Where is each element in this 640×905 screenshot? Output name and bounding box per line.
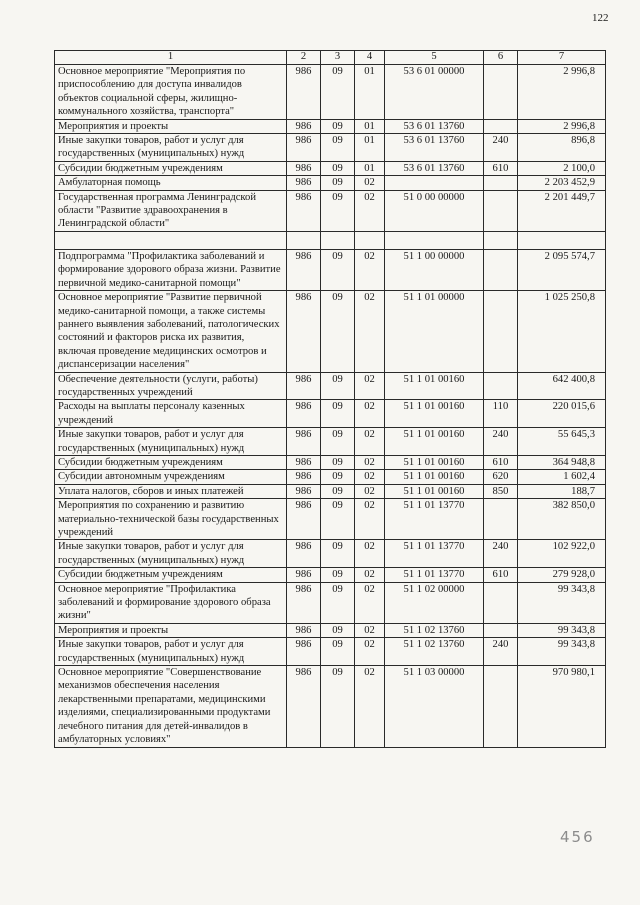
row-name-cell: Основное мероприятие "Совершенствование механизмов обеспечения населения лекарственными препаратами, медицинскими изделиями, специализированными продуктами лечебного питания для детей-инвалидов в амбулаторных условиях" (55, 666, 287, 747)
table-row (55, 666, 606, 747)
subsection-code-cell: 01 (355, 65, 385, 120)
section-code-cell: 09 (321, 428, 355, 456)
amount-cell: 99 343,8 (518, 582, 606, 623)
target-article-cell: 53 6 01 00000 (385, 65, 484, 120)
table-row (55, 119, 606, 133)
target-article-cell: 51 1 00 00000 (385, 249, 484, 290)
row-name-cell: Обеспечение деятельности (услуги, работы) государственных учреждений (55, 372, 287, 400)
amount-cell: 220 015,6 (518, 400, 606, 428)
row-name-cell: Основное мероприятие "Профилактика заболеваний и формирование здорового образа жизни" (55, 582, 287, 623)
row-name-cell: Амбулаторная помощь (55, 176, 287, 190)
amount-cell: 279 928,0 (518, 568, 606, 582)
subsection-code-cell: 02 (355, 568, 385, 582)
subsection-code-cell: 01 (355, 119, 385, 133)
expense-type-cell (484, 249, 518, 290)
row-name-cell: Основное мероприятие "Развитие первичной медико-санитарной помощи, а также системы раннего выявления заболеваний, патологических состояний и факторов риска их развития, включая проведение медицинских осмотров и диспансеризации населения" (55, 291, 287, 372)
target-article-cell (385, 231, 484, 249)
expense-type-cell: 610 (484, 455, 518, 469)
ministry-code-cell: 986 (287, 623, 321, 637)
row-name-cell: Иные закупки товаров, работ и услуг для государственных (муниципальных) нужд (55, 638, 287, 666)
amount-cell: 2 996,8 (518, 65, 606, 120)
expense-type-cell: 240 (484, 428, 518, 456)
section-code-cell: 09 (321, 291, 355, 372)
expense-type-cell: 610 (484, 568, 518, 582)
header-cell: 2 (287, 51, 321, 65)
expense-type-cell: 240 (484, 540, 518, 568)
amount-cell: 2 996,8 (518, 119, 606, 133)
section-code-cell: 09 (321, 470, 355, 484)
ministry-code-cell: 986 (287, 568, 321, 582)
row-name-cell: Подпрограмма "Профилактика заболеваний и формирование здорового образа жизни. Развитие первичной медико-санитарной помощи" (55, 249, 287, 290)
row-name-cell (55, 231, 287, 249)
table-row (55, 568, 606, 582)
row-name-cell: Иные закупки товаров, работ и услуг для государственных (муниципальных) нужд (55, 540, 287, 568)
subsection-code-cell: 02 (355, 470, 385, 484)
amount-cell: 364 948,8 (518, 455, 606, 469)
section-code-cell: 09 (321, 176, 355, 190)
subsection-code-cell: 02 (355, 190, 385, 231)
ministry-code-cell: 986 (287, 161, 321, 175)
subsection-code-cell: 02 (355, 291, 385, 372)
row-name-cell: Иные закупки товаров, работ и услуг для государственных (муниципальных) нужд (55, 428, 287, 456)
amount-cell: 970 980,1 (518, 666, 606, 747)
ministry-code-cell: 986 (287, 291, 321, 372)
amount-cell: 382 850,0 (518, 499, 606, 540)
table-row (55, 134, 606, 162)
target-article-cell: 51 1 01 00160 (385, 400, 484, 428)
subsection-code-cell: 02 (355, 623, 385, 637)
subsection-code-cell: 02 (355, 638, 385, 666)
section-code-cell: 09 (321, 249, 355, 290)
header-row (55, 51, 606, 65)
expense-type-cell (484, 582, 518, 623)
row-name-cell: Расходы на выплаты персоналу казенных учреждений (55, 400, 287, 428)
row-name-cell: Основное мероприятие "Мероприятия по приспособлению для доступа инвалидов объектов социальной сферы, жилищно-коммунального хозяйства, транспорта" (55, 65, 287, 120)
table-row (55, 470, 606, 484)
target-article-cell: 51 1 01 00000 (385, 291, 484, 372)
table-row (55, 638, 606, 666)
target-article-cell: 51 1 02 13760 (385, 623, 484, 637)
table-row (55, 400, 606, 428)
amount-cell: 55 645,3 (518, 428, 606, 456)
section-code-cell: 09 (321, 582, 355, 623)
section-code-cell: 09 (321, 540, 355, 568)
amount-cell: 642 400,8 (518, 372, 606, 400)
header-cell: 7 (518, 51, 606, 65)
subsection-code-cell: 02 (355, 428, 385, 456)
table-row (55, 499, 606, 540)
ministry-code-cell: 986 (287, 372, 321, 400)
expense-type-cell (484, 65, 518, 120)
expense-type-cell (484, 372, 518, 400)
subsection-code-cell: 02 (355, 249, 385, 290)
amount-cell: 102 922,0 (518, 540, 606, 568)
page-number: 122 (592, 12, 609, 24)
amount-cell: 1 025 250,8 (518, 291, 606, 372)
section-code-cell: 09 (321, 499, 355, 540)
expense-type-cell (484, 190, 518, 231)
ministry-code-cell: 986 (287, 499, 321, 540)
section-code-cell: 09 (321, 568, 355, 582)
row-name-cell: Субсидии бюджетным учреждениям (55, 568, 287, 582)
amount-cell: 896,8 (518, 134, 606, 162)
target-article-cell: 51 1 01 00160 (385, 484, 484, 498)
table-body (55, 65, 606, 748)
amount-cell: 2 095 574,7 (518, 249, 606, 290)
section-code-cell: 09 (321, 455, 355, 469)
expense-type-cell (484, 231, 518, 249)
section-code-cell: 09 (321, 484, 355, 498)
ministry-code-cell: 986 (287, 134, 321, 162)
subsection-code-cell: 02 (355, 176, 385, 190)
ministry-code-cell (287, 231, 321, 249)
ministry-code-cell: 986 (287, 249, 321, 290)
ministry-code-cell: 986 (287, 400, 321, 428)
row-name-cell: Мероприятия и проекты (55, 623, 287, 637)
budget-table (54, 50, 606, 748)
expense-type-cell (484, 291, 518, 372)
row-name-cell: Субсидии бюджетным учреждениям (55, 161, 287, 175)
amount-cell: 2 203 452,9 (518, 176, 606, 190)
table-row (55, 291, 606, 372)
table-row (55, 540, 606, 568)
target-article-cell: 53 6 01 13760 (385, 161, 484, 175)
section-code-cell: 09 (321, 666, 355, 747)
target-article-cell: 51 1 01 00160 (385, 428, 484, 456)
ministry-code-cell: 986 (287, 119, 321, 133)
expense-type-cell: 240 (484, 134, 518, 162)
subsection-code-cell: 02 (355, 455, 385, 469)
header-cell: 4 (355, 51, 385, 65)
target-article-cell: 51 0 00 00000 (385, 190, 484, 231)
ministry-code-cell: 986 (287, 470, 321, 484)
subsection-code-cell (355, 231, 385, 249)
header-cell: 5 (385, 51, 484, 65)
header-cell: 3 (321, 51, 355, 65)
amount-cell: 99 343,8 (518, 638, 606, 666)
budget-table-container (54, 50, 606, 748)
ministry-code-cell: 986 (287, 582, 321, 623)
page-stamp: 456 (560, 828, 595, 846)
table-row (55, 372, 606, 400)
section-code-cell: 09 (321, 190, 355, 231)
table-row (55, 176, 606, 190)
table-row (55, 455, 606, 469)
subsection-code-cell: 02 (355, 372, 385, 400)
expense-type-cell: 610 (484, 161, 518, 175)
ministry-code-cell: 986 (287, 638, 321, 666)
section-code-cell (321, 231, 355, 249)
ministry-code-cell: 986 (287, 455, 321, 469)
expense-type-cell: 620 (484, 470, 518, 484)
row-name-cell: Государственная программа Ленинградской области "Развитие здравоохранения в Ленинградской области" (55, 190, 287, 231)
target-article-cell (385, 176, 484, 190)
subsection-code-cell: 02 (355, 400, 385, 428)
target-article-cell: 51 1 01 13770 (385, 499, 484, 540)
row-name-cell: Субсидии бюджетным учреждениям (55, 455, 287, 469)
table-row (55, 65, 606, 120)
section-code-cell: 09 (321, 372, 355, 400)
section-code-cell: 09 (321, 134, 355, 162)
subsection-code-cell: 02 (355, 666, 385, 747)
section-code-cell: 09 (321, 638, 355, 666)
expense-type-cell: 850 (484, 484, 518, 498)
target-article-cell: 51 1 01 00160 (385, 455, 484, 469)
target-article-cell: 51 1 02 13760 (385, 638, 484, 666)
section-code-cell: 09 (321, 161, 355, 175)
amount-cell: 188,7 (518, 484, 606, 498)
header-cell: 6 (484, 51, 518, 65)
expense-type-cell (484, 176, 518, 190)
subsection-code-cell: 02 (355, 499, 385, 540)
target-article-cell: 51 1 01 00160 (385, 470, 484, 484)
ministry-code-cell: 986 (287, 666, 321, 747)
section-code-cell: 09 (321, 623, 355, 637)
target-article-cell: 51 1 01 13770 (385, 540, 484, 568)
target-article-cell: 51 1 01 00160 (385, 372, 484, 400)
ministry-code-cell: 986 (287, 65, 321, 120)
expense-type-cell: 240 (484, 638, 518, 666)
table-row (55, 582, 606, 623)
expense-type-cell (484, 666, 518, 747)
ministry-code-cell: 986 (287, 190, 321, 231)
amount-cell (518, 231, 606, 249)
subsection-code-cell: 02 (355, 582, 385, 623)
amount-cell: 99 343,8 (518, 623, 606, 637)
table-row (55, 249, 606, 290)
row-name-cell: Мероприятия по сохранению и развитию материально-технической базы государственных учреждений (55, 499, 287, 540)
ministry-code-cell: 986 (287, 484, 321, 498)
section-code-cell: 09 (321, 65, 355, 120)
table-row (55, 484, 606, 498)
row-name-cell: Иные закупки товаров, работ и услуг для государственных (муниципальных) нужд (55, 134, 287, 162)
ministry-code-cell: 986 (287, 540, 321, 568)
target-article-cell: 51 1 03 00000 (385, 666, 484, 747)
row-name-cell: Уплата налогов, сборов и иных платежей (55, 484, 287, 498)
table-row (55, 190, 606, 231)
table-row (55, 428, 606, 456)
expense-type-cell: 110 (484, 400, 518, 428)
ministry-code-cell: 986 (287, 176, 321, 190)
subsection-code-cell: 02 (355, 484, 385, 498)
target-article-cell: 53 6 01 13760 (385, 119, 484, 133)
target-article-cell: 53 6 01 13760 (385, 134, 484, 162)
amount-cell: 2 100,0 (518, 161, 606, 175)
section-code-cell: 09 (321, 400, 355, 428)
section-code-cell: 09 (321, 119, 355, 133)
row-name-cell: Мероприятия и проекты (55, 119, 287, 133)
header-cell: 1 (55, 51, 287, 65)
amount-cell: 1 602,4 (518, 470, 606, 484)
table-row (55, 161, 606, 175)
amount-cell: 2 201 449,7 (518, 190, 606, 231)
table-row (55, 231, 606, 249)
table-row (55, 623, 606, 637)
row-name-cell: Субсидии автономным учреждениям (55, 470, 287, 484)
subsection-code-cell: 01 (355, 161, 385, 175)
subsection-code-cell: 01 (355, 134, 385, 162)
subsection-code-cell: 02 (355, 540, 385, 568)
target-article-cell: 51 1 02 00000 (385, 582, 484, 623)
target-article-cell: 51 1 01 13770 (385, 568, 484, 582)
expense-type-cell (484, 119, 518, 133)
ministry-code-cell: 986 (287, 428, 321, 456)
expense-type-cell (484, 623, 518, 637)
expense-type-cell (484, 499, 518, 540)
